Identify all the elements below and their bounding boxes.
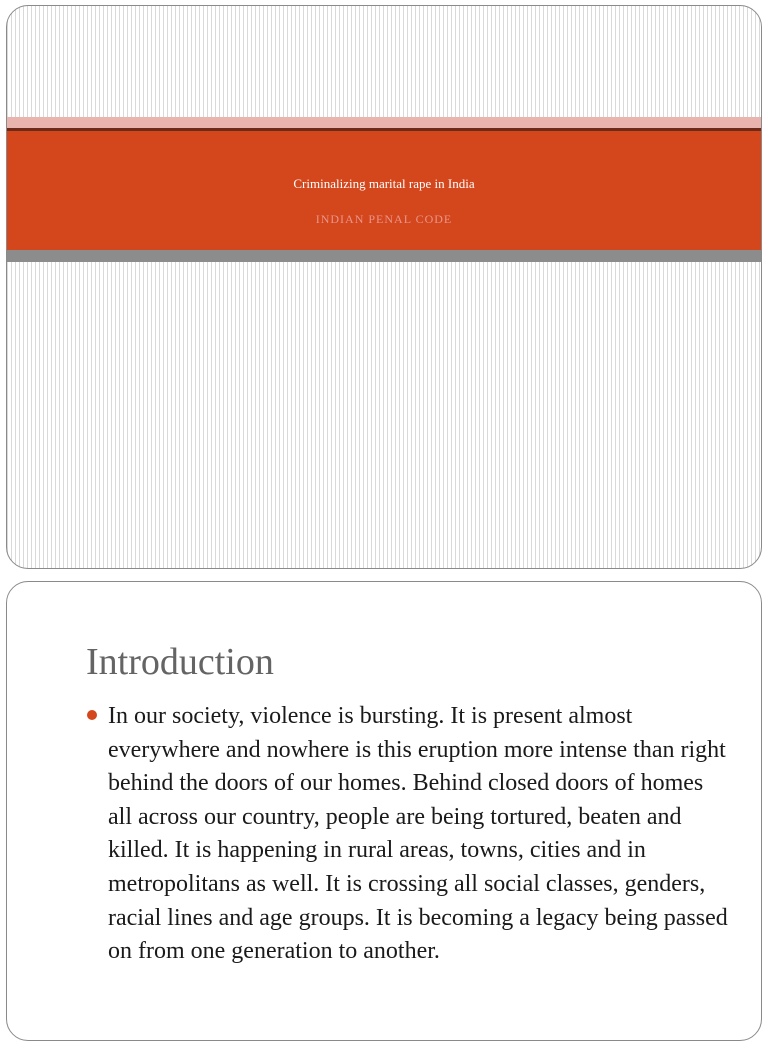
slide-title: Criminalizing marital rape in India — [293, 176, 475, 191]
pink-band — [7, 117, 761, 128]
slide-subtitle: INDIAN PENAL CODE — [315, 212, 453, 226]
title-slide — [6, 5, 762, 569]
gray-band — [7, 250, 761, 262]
slide-heading: Introduction — [86, 641, 274, 683]
bullet-icon — [87, 710, 97, 720]
bullet-text: In our society, violence is bursting. It is present almost everywhere and nowhere is this eruption more intense than right behind the doors of our homes. Behind closed doors of homes all across our country, people are being tortured, beaten and killed. It is happening in rural areas, towns, cities and in metropolitans as well. It is crossing all social classes, genders, racial lines and age groups. It is becoming a legacy being passed on from one generation to another. — [108, 703, 728, 965]
introduction-slide — [6, 581, 762, 1041]
title-band — [7, 131, 761, 250]
